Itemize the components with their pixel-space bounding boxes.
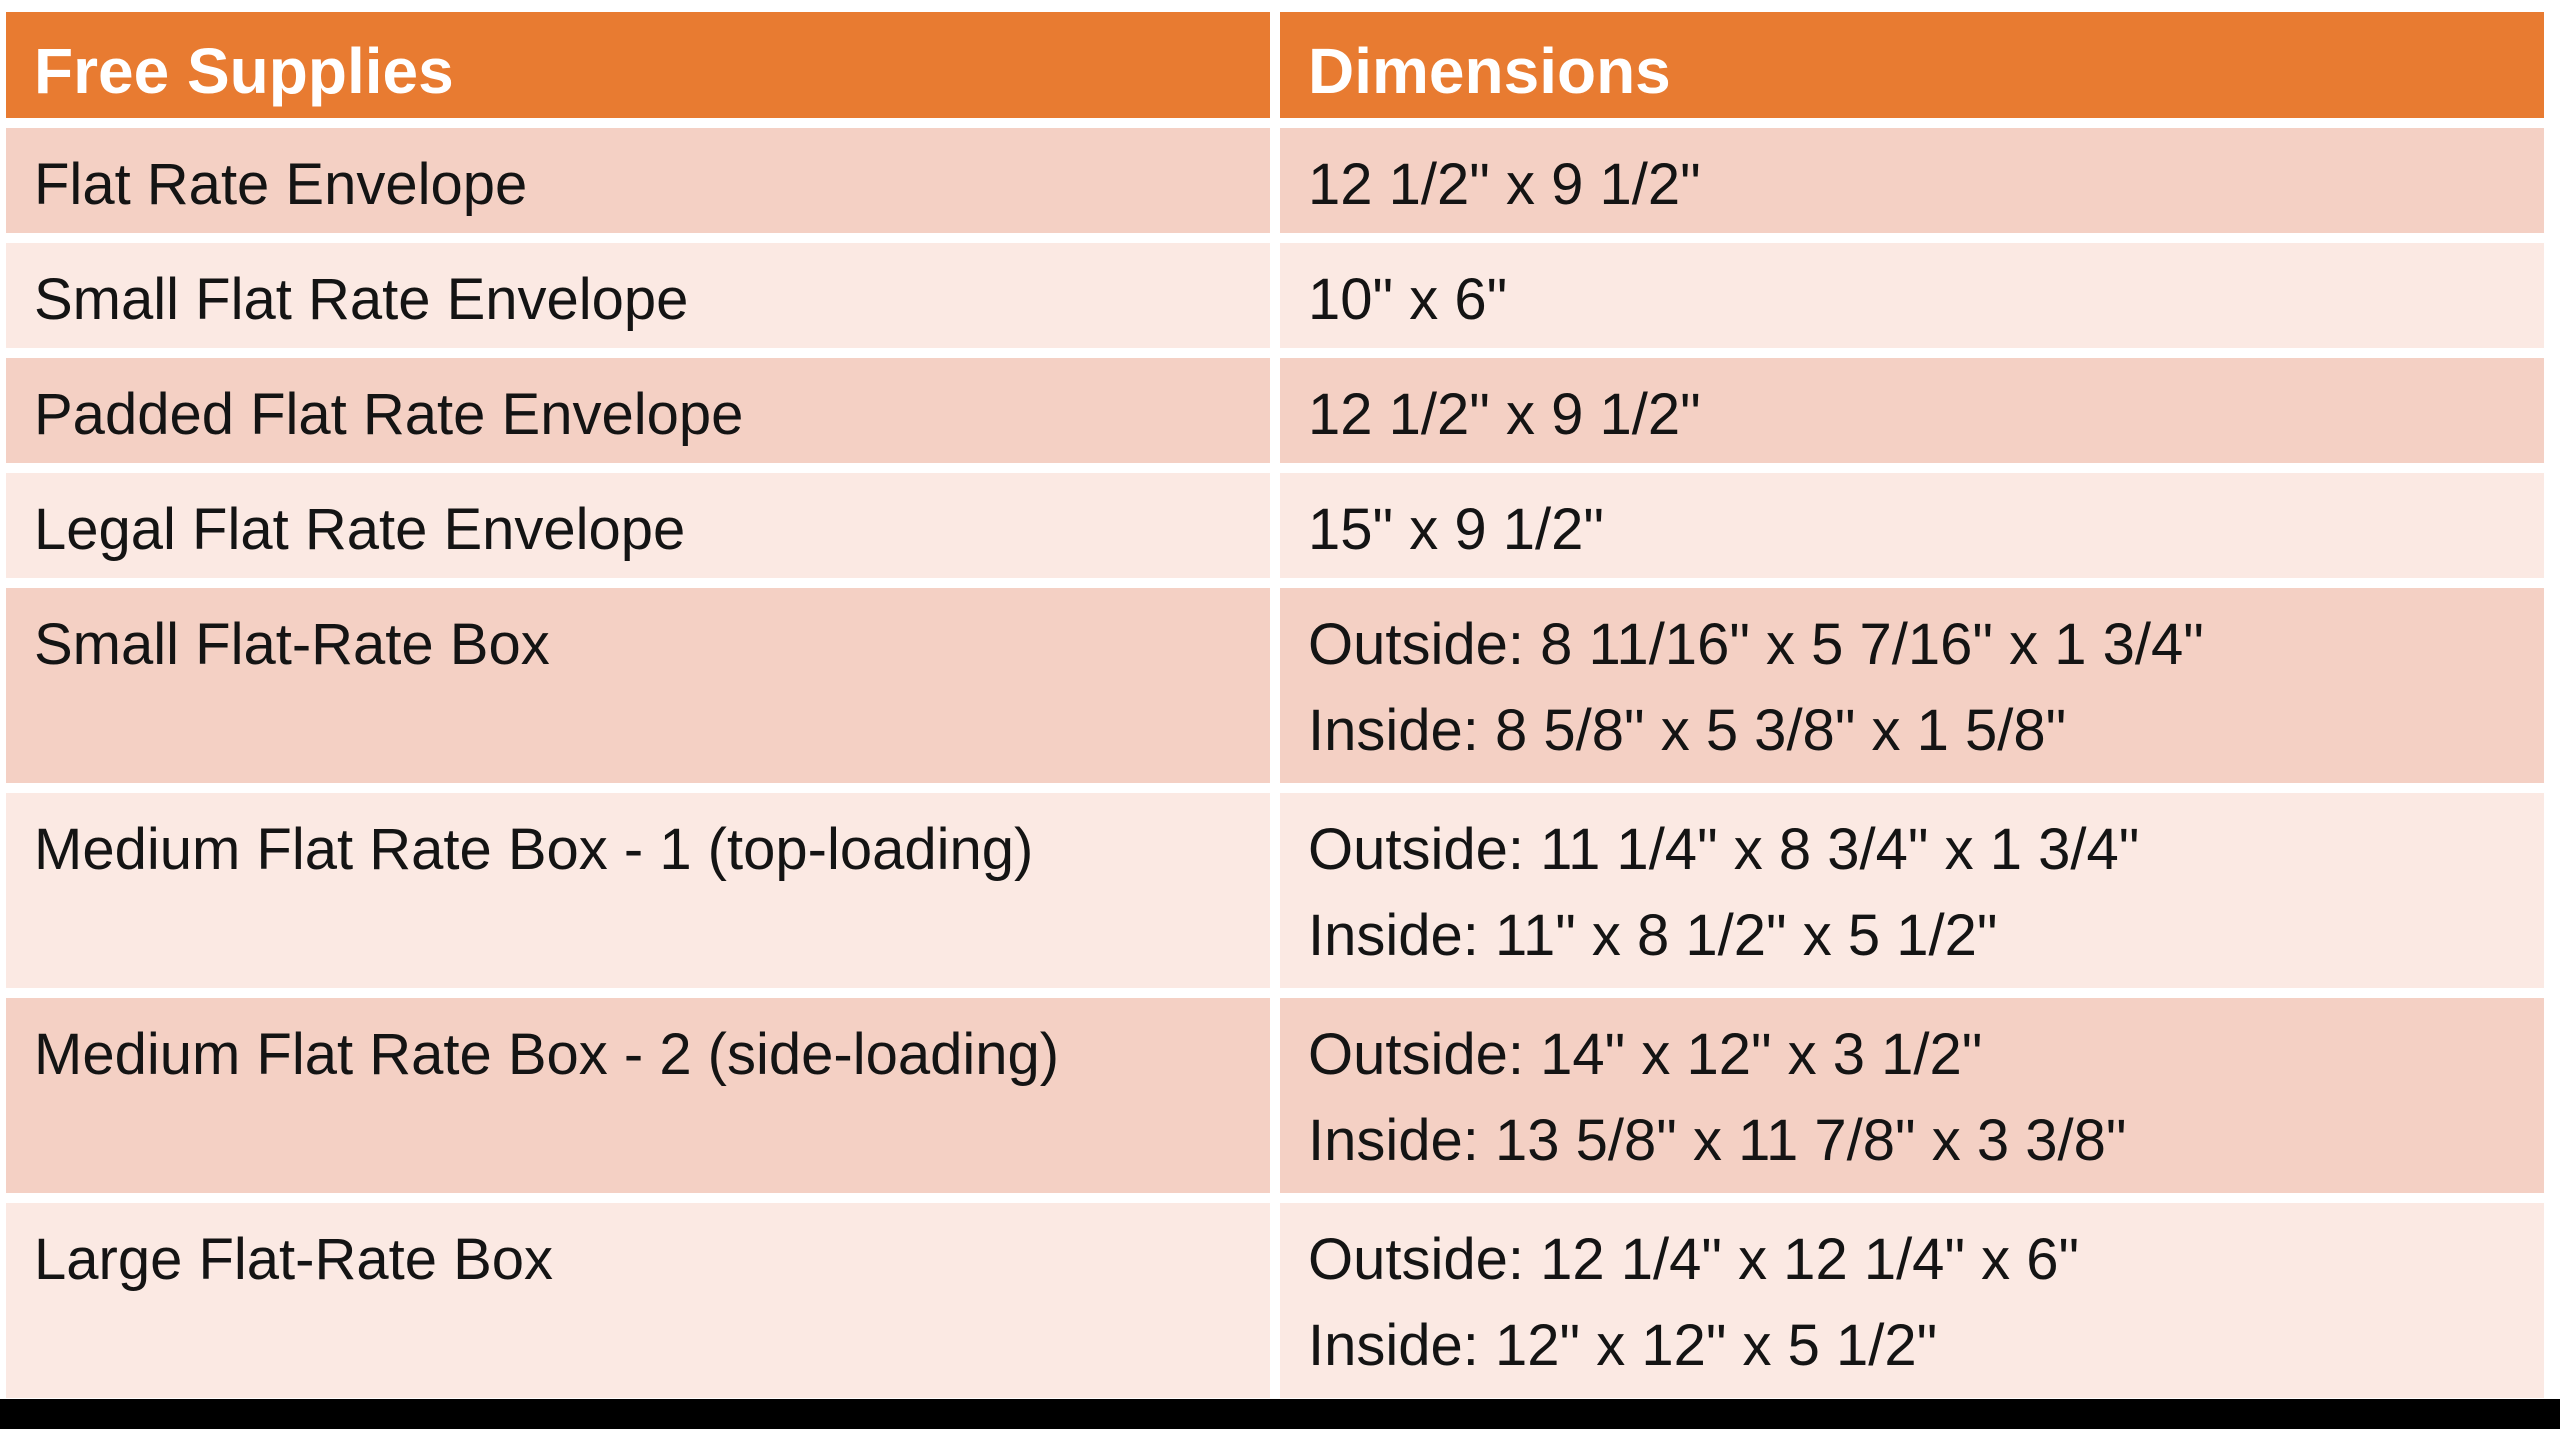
- dimension-line: Inside: 13 5/8" x 11 7/8" x 3 3/8": [1308, 1108, 2127, 1173]
- supply-cell: Small Flat Rate Envelope: [6, 243, 1270, 348]
- bottom-black-bar: [0, 1399, 2560, 1429]
- dimensions-cell: [1280, 588, 2544, 783]
- dimension-line: Inside: 12" x 12" x 5 1/2": [1308, 1313, 1938, 1378]
- dimension-line: Outside: 8 11/16" x 5 7/16" x 1 3/4": [1308, 612, 2204, 677]
- dimension-line: 12 1/2" x 9 1/2": [1308, 152, 1701, 217]
- dimensions-cell: [1280, 793, 2544, 988]
- dimension-line: Outside: 12 1/4" x 12 1/4" x 6": [1308, 1227, 2080, 1292]
- supply-cell: Flat Rate Envelope: [6, 128, 1270, 233]
- dimension-line: Inside: 11" x 8 1/2" x 5 1/2": [1308, 903, 1998, 968]
- column-header-free-supplies: Free Supplies: [6, 12, 1270, 118]
- dimension-line: 15" x 9 1/2": [1308, 497, 1604, 562]
- supply-cell: Medium Flat Rate Box - 2 (side-loading): [6, 998, 1270, 1193]
- dimensions-cell: [1280, 998, 2544, 1193]
- column-header-dimensions: Dimensions: [1280, 12, 2544, 118]
- dimensions-cell: [1280, 358, 2544, 463]
- supply-cell: Small Flat-Rate Box: [6, 588, 1270, 783]
- dimensions-cell: [1280, 473, 2544, 578]
- dimensions-cell: [1280, 1203, 2544, 1398]
- supply-cell: Legal Flat Rate Envelope: [6, 473, 1270, 578]
- dimension-line: 12 1/2" x 9 1/2": [1308, 382, 1701, 447]
- supply-cell: Medium Flat Rate Box - 1 (top-loading): [6, 793, 1270, 988]
- dimension-line: Inside: 8 5/8" x 5 3/8" x 1 5/8": [1308, 698, 2067, 763]
- dimension-line: Outside: 11 1/4" x 8 3/4" x 1 3/4": [1308, 817, 2140, 882]
- supply-cell: Large Flat-Rate Box: [6, 1203, 1270, 1398]
- dimensions-cell: [1280, 128, 2544, 233]
- free-supplies-table: [6, 12, 2544, 1398]
- dimensions-cell: [1280, 243, 2544, 348]
- dimension-line: 10" x 6": [1308, 267, 1508, 332]
- dimension-line: Outside: 14" x 12" x 3 1/2": [1308, 1022, 1983, 1087]
- supply-cell: Padded Flat Rate Envelope: [6, 358, 1270, 463]
